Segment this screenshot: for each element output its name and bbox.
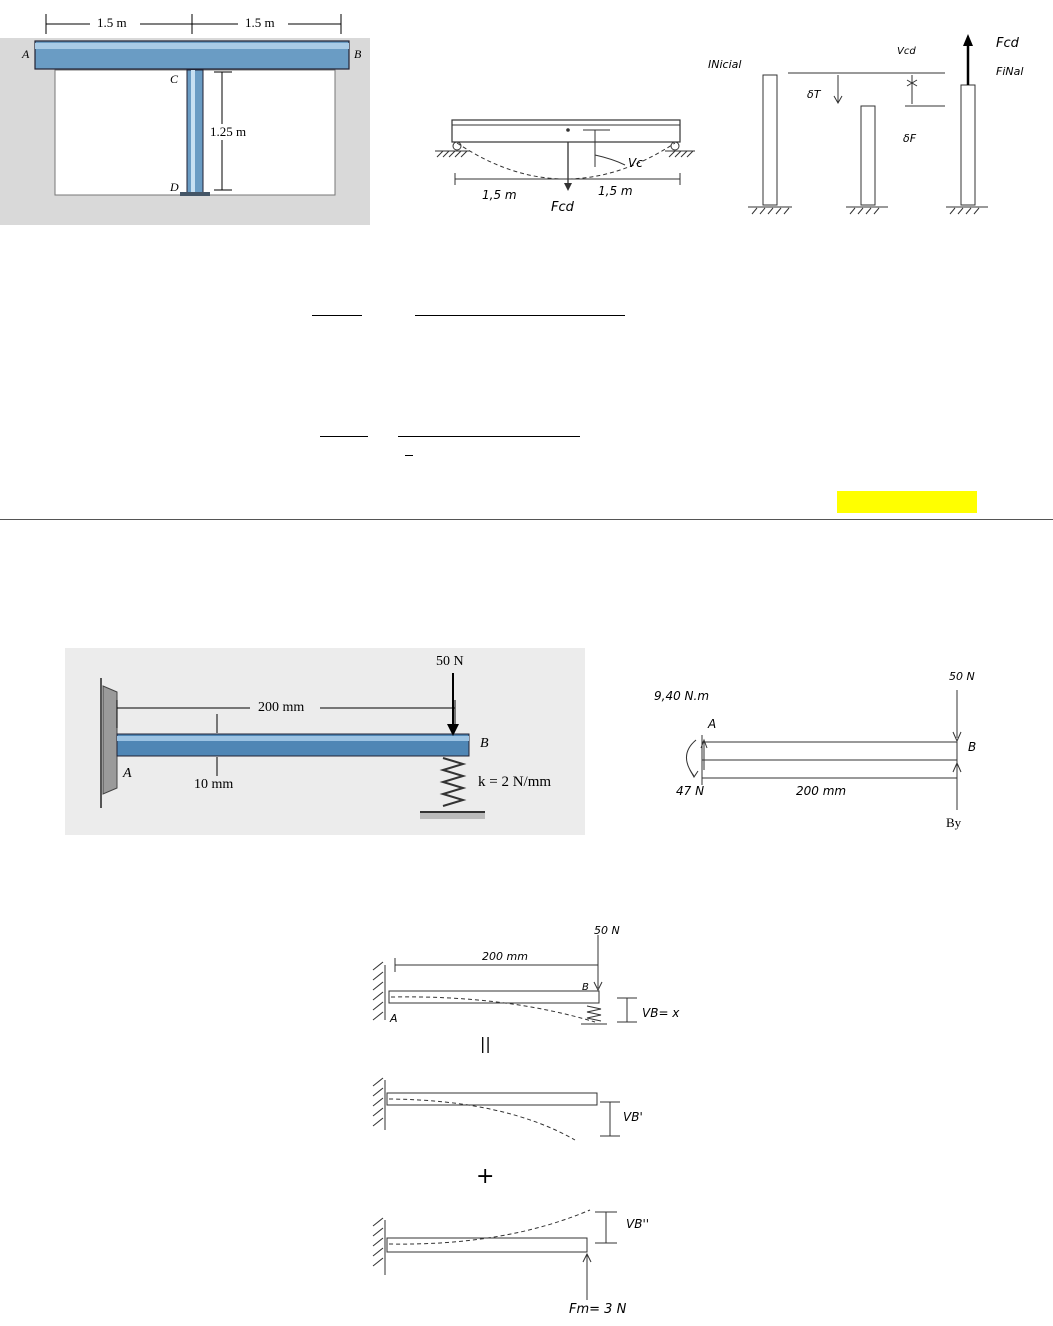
fbd-length-label: 200 mm: [796, 784, 847, 798]
sketch-force-label: Fcd: [551, 200, 574, 215]
label-a: A: [22, 47, 30, 61]
sketch-fcd-label: Fcd: [996, 36, 1019, 51]
figure-superposition: [355, 930, 715, 1320]
fraction-bar: [320, 436, 368, 437]
sketch-dim-left: 1,5 m: [482, 188, 517, 202]
sp-label-b: B: [582, 982, 589, 993]
fbd-reaction-a: 47 N: [676, 784, 705, 798]
section-divider: [0, 519, 1053, 520]
label-b: B: [480, 736, 489, 751]
label-a: A: [123, 766, 132, 781]
fbd-moment-label: 9,40 N.m: [654, 689, 710, 703]
fbd-label-a: A: [708, 717, 717, 731]
dim-left-label: 1.5 m: [97, 15, 127, 30]
sp-fm-label: Fm= 3 N: [569, 1302, 627, 1317]
sketch-deflection-label: Vc: [628, 156, 643, 170]
fbd-label-b: B: [968, 740, 977, 754]
fbd-reaction-b: By: [946, 815, 962, 830]
fbd-load-label: 50 N: [949, 670, 975, 683]
label-b: B: [354, 47, 362, 61]
length-label: 200 mm: [258, 700, 305, 715]
sp-length-label: 200 mm: [482, 950, 528, 963]
thickness-label: 10 mm: [194, 777, 234, 792]
sketch-initial-label: INicial: [708, 58, 742, 71]
sketch-delta-t-label: δT: [807, 88, 821, 101]
fraction-bar: [312, 315, 362, 316]
label-c: C: [170, 72, 179, 86]
sketch-columns: [700, 30, 1045, 225]
sp-vb2-label: VB'': [626, 1217, 650, 1231]
fraction-bar: [398, 436, 580, 437]
figure-beam-column: [0, 0, 370, 225]
highlighted-answer: [837, 491, 977, 513]
sketch-dim-right: 1,5 m: [598, 184, 633, 198]
dim-right-label: 1.5 m: [245, 15, 275, 30]
sp-load-label: 50 N: [594, 924, 620, 937]
sketch-vcd-label: Vcd: [897, 46, 916, 57]
sp-vb1-label: VB': [623, 1110, 643, 1124]
spring-constant-label: k = 2 N/mm: [478, 774, 552, 790]
sp-label-a: A: [390, 1012, 398, 1025]
figure-free-body-diagram: [660, 680, 1000, 820]
fraction-bar: [415, 315, 625, 316]
sketch-final-label: FiNal: [996, 65, 1024, 78]
sketch-delta-f-label: δF: [903, 132, 917, 145]
plus-sign: +: [476, 1164, 495, 1189]
fraction-bar: [405, 455, 413, 456]
sp-vb-label: VB= x: [642, 1006, 680, 1020]
figure-cantilever-spring: [65, 648, 585, 835]
load-label: 50 N: [436, 654, 464, 669]
equals-sign: ||: [480, 1034, 491, 1053]
dim-column-label: 1.25 m: [210, 124, 247, 139]
label-d: D: [170, 180, 179, 194]
